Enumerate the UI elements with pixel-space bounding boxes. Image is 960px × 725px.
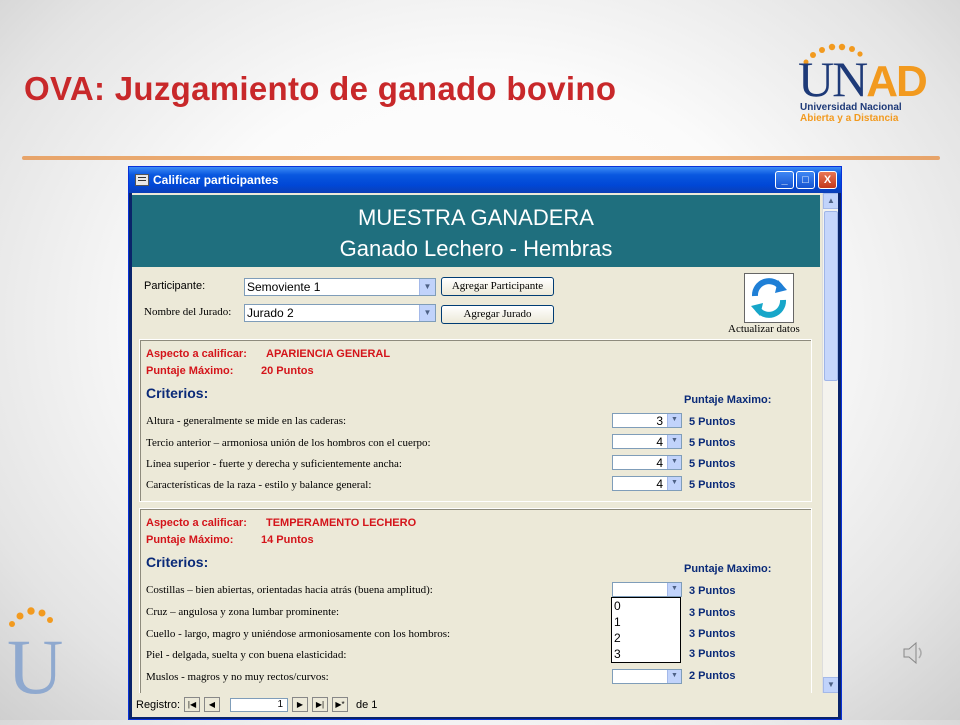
scroll-down-icon[interactable]: ▼ — [823, 677, 838, 693]
max-points: 3 Puntos — [689, 585, 736, 597]
logo-line2: Abierta y a Distancia — [800, 113, 899, 124]
chevron-down-icon: ▼ — [667, 435, 681, 448]
aspecto-value: APARIENCIA GENERAL — [266, 348, 391, 360]
dropdown-option[interactable]: 1 — [614, 615, 621, 629]
actualizar-button[interactable] — [744, 273, 794, 323]
header-line2: Ganado Lechero - Hembras — [339, 236, 613, 261]
participante-combo[interactable] — [244, 278, 436, 296]
agregar-jurado-button[interactable]: Agregar Jurado — [441, 305, 554, 324]
participante-label: Participante: — [144, 280, 206, 292]
chevron-down-icon: ▼ — [667, 670, 681, 683]
participante-value: Semoviente 1 — [247, 280, 321, 294]
jurado-value: Jurado 2 — [247, 306, 294, 320]
maximize-button[interactable]: □ — [796, 171, 815, 189]
next-record-icon[interactable]: ▶ — [292, 697, 308, 712]
puntaje-maximo-header: Puntaje Maximo: — [684, 563, 772, 575]
puntaje-value: 20 Puntos — [261, 365, 314, 377]
form-body — [132, 193, 838, 693]
chevron-down-icon: ▼ — [667, 414, 681, 427]
max-points: 5 Puntos — [689, 437, 736, 449]
score-combo[interactable] — [612, 582, 682, 597]
chevron-down-icon[interactable]: ▼ — [419, 305, 435, 321]
logo-line1: Universidad Nacional — [800, 102, 902, 113]
logo-u-letter: U — [7, 623, 64, 710]
jurado-combo[interactable] — [244, 304, 436, 322]
max-points: 3 Puntos — [689, 607, 736, 619]
criterios-label: Criterios: — [146, 385, 209, 401]
chevron-down-icon: ▼ — [667, 583, 681, 596]
max-points: 5 Puntos — [689, 416, 736, 428]
criterion-label: Cruz – angulosa y zona lumbar prominente: — [146, 606, 340, 618]
puntaje-maximo-header: Puntaje Maximo: — [684, 394, 772, 406]
scroll-up-icon[interactable]: ▲ — [823, 193, 838, 209]
first-record-icon[interactable]: |◀ — [184, 697, 200, 712]
calificar-window — [128, 166, 842, 720]
aspecto-label: Aspecto a calificar: — [146, 517, 247, 529]
criterion-label: Tercio anterior – armoniosa unión de los hombros con el cuerpo: — [146, 437, 431, 449]
score-dropdown-list[interactable] — [611, 597, 681, 663]
max-points: 2 Puntos — [689, 670, 736, 682]
max-points: 3 Puntos — [689, 648, 736, 660]
refresh-icon — [745, 274, 793, 322]
slide-title: OVA: Juzgamiento de ganado bovino — [24, 70, 617, 107]
aspecto-value: TEMPERAMENTO LECHERO — [266, 517, 417, 529]
actualizar-label: Actualizar datos — [728, 323, 800, 335]
window-titlebar[interactable] — [129, 167, 841, 193]
score-combo[interactable]: 4 ▼ — [612, 455, 682, 470]
criterion-label: Muslos - magros y no muy rectos/curvos: — [146, 671, 329, 683]
section-apariencia — [139, 339, 812, 502]
criterios-label: Criterios: — [146, 554, 209, 570]
score-combo[interactable]: 4 ▼ — [612, 476, 682, 491]
criterion-label: Cuello - largo, magro y uniéndose armoniosamente con los hombros: — [146, 628, 451, 640]
last-record-icon[interactable]: ▶| — [312, 697, 328, 712]
dropdown-option[interactable]: 3 — [614, 647, 621, 661]
chevron-down-icon: ▼ — [667, 477, 681, 490]
scroll-thumb[interactable] — [824, 211, 838, 381]
registro-label: Registro: — [136, 699, 181, 711]
section-temperamento — [139, 508, 812, 693]
title-divider — [22, 156, 940, 160]
puntaje-label: Puntaje Máximo: — [146, 534, 234, 546]
speaker-icon[interactable] — [902, 640, 924, 666]
score-combo[interactable] — [612, 669, 682, 684]
prev-record-icon[interactable]: ◀ — [204, 697, 220, 712]
jurado-label: Nombre del Jurado: — [144, 306, 232, 318]
criterion-label: Altura - generalmente se mide en las caderas: — [146, 415, 347, 427]
max-points: 5 Puntos — [689, 479, 736, 491]
unad-logo — [796, 40, 936, 132]
record-number-input[interactable]: 1 — [230, 698, 288, 712]
score-combo[interactable]: 4 ▼ — [612, 434, 682, 449]
vertical-scrollbar[interactable] — [822, 193, 838, 693]
dropdown-option[interactable]: 0 — [614, 599, 621, 613]
record-count: de 1 — [356, 699, 378, 711]
criterion-label: Características de la raza - estilo y balance general: — [146, 479, 372, 491]
record-navigator — [132, 693, 838, 717]
score-combo[interactable]: 3 ▼ — [612, 413, 682, 428]
header-line1: MUESTRA GANADERA — [358, 205, 594, 230]
window-title: Calificar participantes — [153, 173, 279, 187]
chevron-down-icon[interactable]: ▼ — [419, 279, 435, 295]
aspecto-label: Aspecto a calificar: — [146, 348, 247, 360]
chevron-down-icon: ▼ — [667, 456, 681, 469]
close-button[interactable]: X — [818, 171, 837, 189]
logo-letters: UNAD — [798, 51, 926, 107]
puntaje-value: 14 Puntos — [261, 534, 314, 546]
dropdown-option[interactable]: 2 — [614, 631, 621, 645]
agregar-participante-button[interactable]: Agregar Participante — [441, 277, 554, 296]
form-icon — [135, 174, 149, 186]
puntaje-label: Puntaje Máximo: — [146, 365, 234, 377]
form-header — [132, 195, 820, 267]
unad-u-logo — [2, 602, 62, 720]
criterion-label: Costillas – bien abiertas, orientadas hacia atrás (buena amplitud): — [146, 584, 433, 596]
criterion-label: Línea superior - fuerte y derecha y suficientemente ancha: — [146, 458, 402, 470]
criterion-label: Piel - delgada, suelta y con buena elasticidad: — [146, 649, 347, 661]
new-record-icon[interactable]: ▶* — [332, 697, 348, 712]
minimize-button[interactable]: _ — [775, 171, 794, 189]
max-points: 5 Puntos — [689, 458, 736, 470]
max-points: 3 Puntos — [689, 628, 736, 640]
